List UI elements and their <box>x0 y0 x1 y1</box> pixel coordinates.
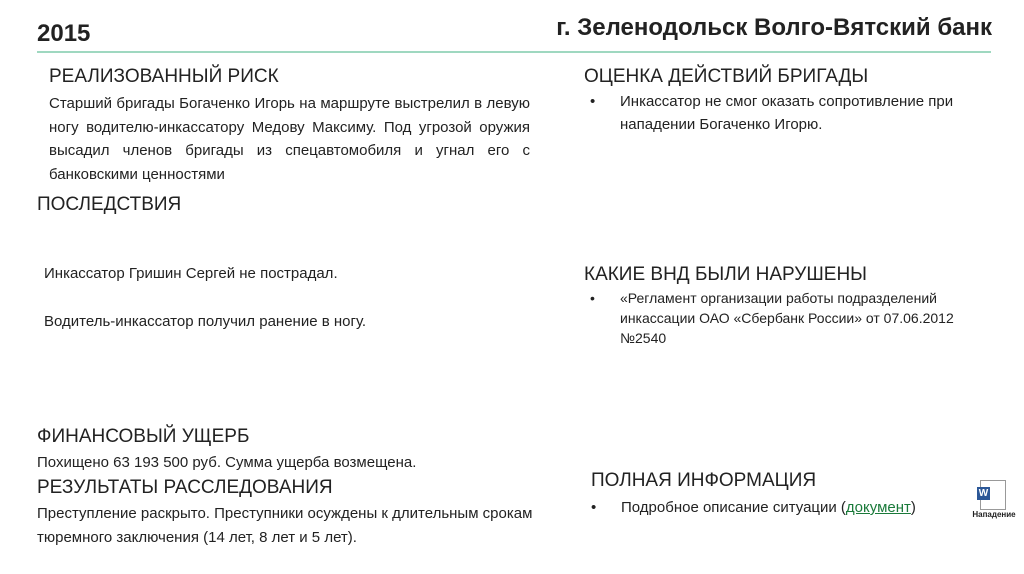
slide-title: г. Зеленодольск Волго-Вятский банк <box>556 14 992 41</box>
year: 2015 <box>37 20 91 47</box>
assessment-heading: ОЦЕНКА ДЕЙСТВИЙ БРИГАДЫ <box>584 66 869 87</box>
info-heading: ПОЛНАЯ ИНФОРМАЦИЯ <box>591 470 817 491</box>
risk-text: Старший бригады Богаченко Игорь на маршруте выстрелил в левую ногу водителю-инкассатору Медову Максиму. Под угрозой оружия высадил членов бригады из спецавтомобиля и угнал его с банковскими ценностями <box>49 95 530 183</box>
damage-heading: ФИНАНСОВЫЙ УЩЕРБ <box>37 426 250 447</box>
attachment-label[interactable]: Нападение <box>972 510 1016 519</box>
consequence-line: Инкассатор Гришин Сергей не пострадал. <box>44 265 338 282</box>
document-link[interactable]: документ <box>845 499 911 516</box>
divider <box>37 51 991 53</box>
investigation-heading: РЕЗУЛЬТАТЫ РАССЛЕДОВАНИЯ <box>37 477 333 498</box>
violations-heading: КАКИЕ ВНД БЫЛИ НАРУШЕНЫ <box>584 264 867 285</box>
consequences-heading: ПОСЛЕДСТВИЯ <box>37 194 182 215</box>
damage-text: Похищено 63 193 500 руб. Сумма ущерба возмещена. <box>37 454 417 471</box>
info-text: Подробное описание ситуации ( <box>621 499 846 516</box>
assessment-bullet: • Инкассатор не смог оказать сопротивление при нападении Богаченко Игорю. <box>590 90 1000 136</box>
consequence-line: Водитель-инкассатор получил ранение в ногу. <box>44 313 367 330</box>
info-bullet <box>591 496 916 519</box>
word-document-icon[interactable]: W <box>980 480 1006 510</box>
investigation-text: Преступление раскрыто. Преступники осуждены к длительным срокам тюремного заключения (14 лет, 8 лет и 5 лет). <box>37 505 533 546</box>
violations-bullet: • «Регламент организации работы подразделений инкассации ОАО «Сбербанк России» от 07.06.2012 №2540 <box>590 288 1000 348</box>
risk-heading: РЕАЛИЗОВАННЫЙ РИСК <box>49 66 279 87</box>
info-suffix: ) <box>910 499 916 516</box>
